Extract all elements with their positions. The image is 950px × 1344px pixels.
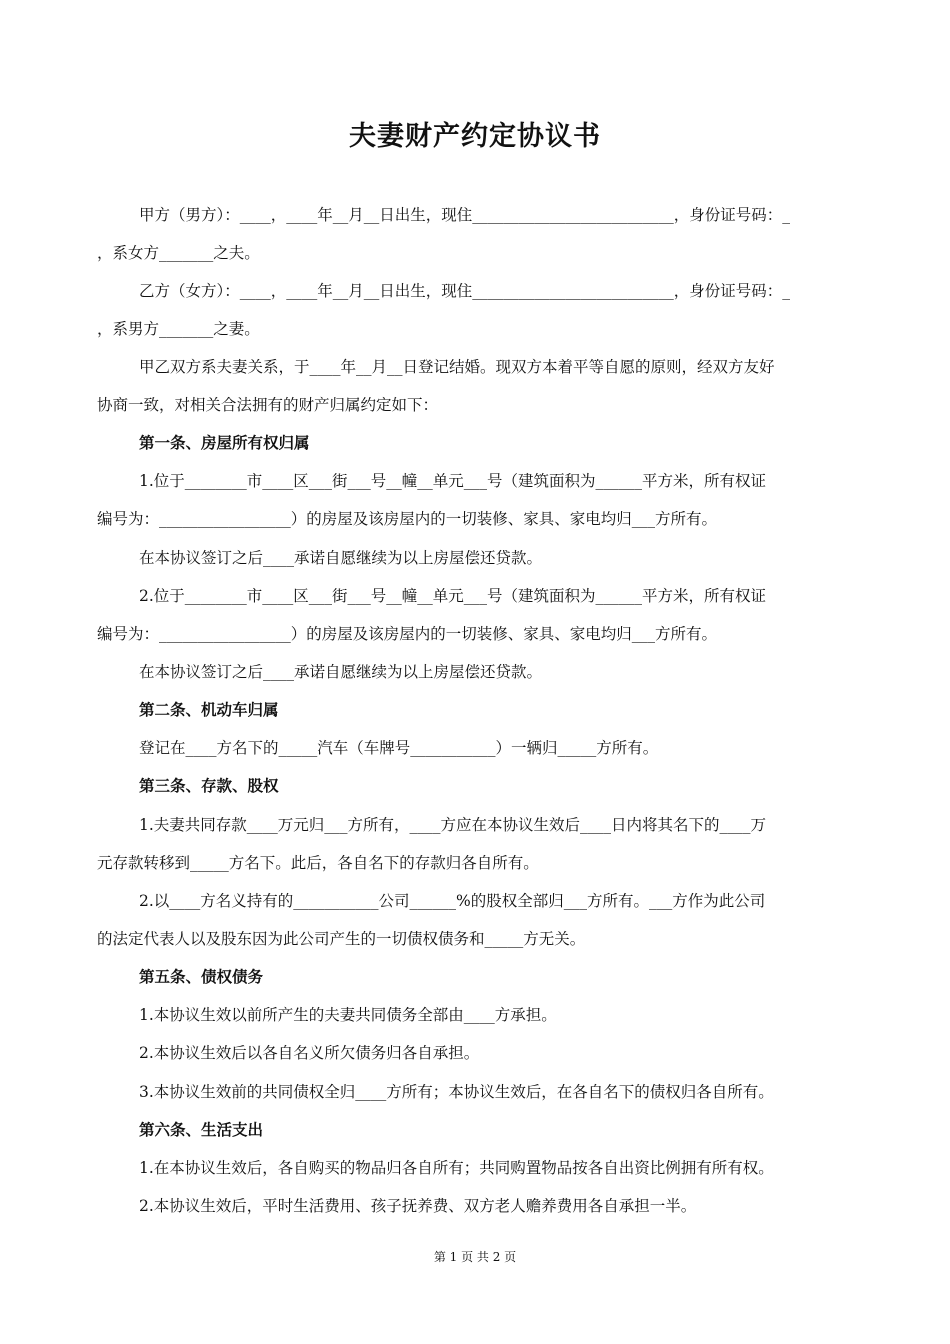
section-heading: 第一条、房屋所有权归属 [139,433,310,452]
paragraph-line: ，系男方_______之妻。 [97,320,260,338]
paragraph-line: 在本协议签订之后____承诺自愿继续为以上房屋偿还贷款。 [139,663,543,681]
paragraph-line: 协商一致，对相关合法拥有的财产归属约定如下： [97,396,439,414]
document-title: 夫妻财产约定协议书 [349,121,601,152]
paragraph-line: 2.本协议生效后以各自名义所欠债务归各自承担。 [139,1044,480,1062]
paragraph-line: 1.夫妻共同存款____万元归___方所有，____方应在本协议生效后____日内将其名下的____万 [139,816,767,834]
section-heading: 第五条、债权债务 [139,967,264,986]
paragraph-line: 乙方（女方）：____，____年__月__日出生，现住__________________________，身份证号码：_ [139,282,791,300]
paragraph-line: 编号为：_________________）的房屋及该房屋内的一切装修、家具、家电均归___方所有。 [97,510,718,528]
paragraph-line: 的法定代表人以及股东因为此公司产生的一切债权债务和_____方无关。 [97,930,586,948]
paragraph-line: 甲乙双方系夫妻关系，于____年__月__日登记结婚。现双方本着平等自愿的原则，经双方友好 [139,358,775,376]
paragraph-line: 编号为：_________________）的房屋及该房屋内的一切装修、家具、家电均归___方所有。 [97,625,718,643]
paragraph-line: 1.位于________市____区___街___号__幢__单元___号（建筑面积为______平方米，所有权证 [139,472,767,490]
page-number-footer: 第 1 页 共 2 页 [433,1250,517,1264]
paragraph-line: 元存款转移到_____方名下。此后，各自名下的存款归各自所有。 [97,854,539,872]
paragraph-line: 2.位于________市____区___街___号__幢__单元___号（建筑面积为______平方米，所有权证 [139,587,767,605]
paragraph-line: 1.在本协议生效后，各自购买的物品归各自所有；共同购置物品按各自出资比例拥有所有权。 [139,1159,774,1177]
section-heading: 第三条、存款、股权 [139,776,279,795]
paragraph-line: 1.本协议生效以前所产生的夫妻共同债务全部由____方承担。 [139,1006,557,1024]
section-heading: 第六条、生活支出 [139,1120,264,1139]
paragraph-line: 在本协议签订之后____承诺自愿继续为以上房屋偿还贷款。 [139,549,543,567]
paragraph-line: 甲方（男方）：____，____年__月__日出生，现住__________________________，身份证号码：_ [139,206,791,224]
paragraph-line: 2.以____方名义持有的___________公司______%的股权全部归___方所有。___方作为此公司 [139,892,766,910]
section-heading: 第二条、机动车归属 [139,700,279,719]
paragraph-line: 3.本协议生效前的共同债权全归____方所有；本协议生效后，在各自名下的债权归各自所有。 [139,1083,774,1101]
paragraph-line: ，系女方_______之夫。 [97,244,260,262]
paragraph-line: 登记在____方名下的_____汽车（车牌号___________）一辆归_____方所有。 [139,739,659,757]
paragraph-line: 2.本协议生效后，平时生活费用、孩子抚养费、双方老人赡养费用各自承担一半。 [139,1197,697,1215]
